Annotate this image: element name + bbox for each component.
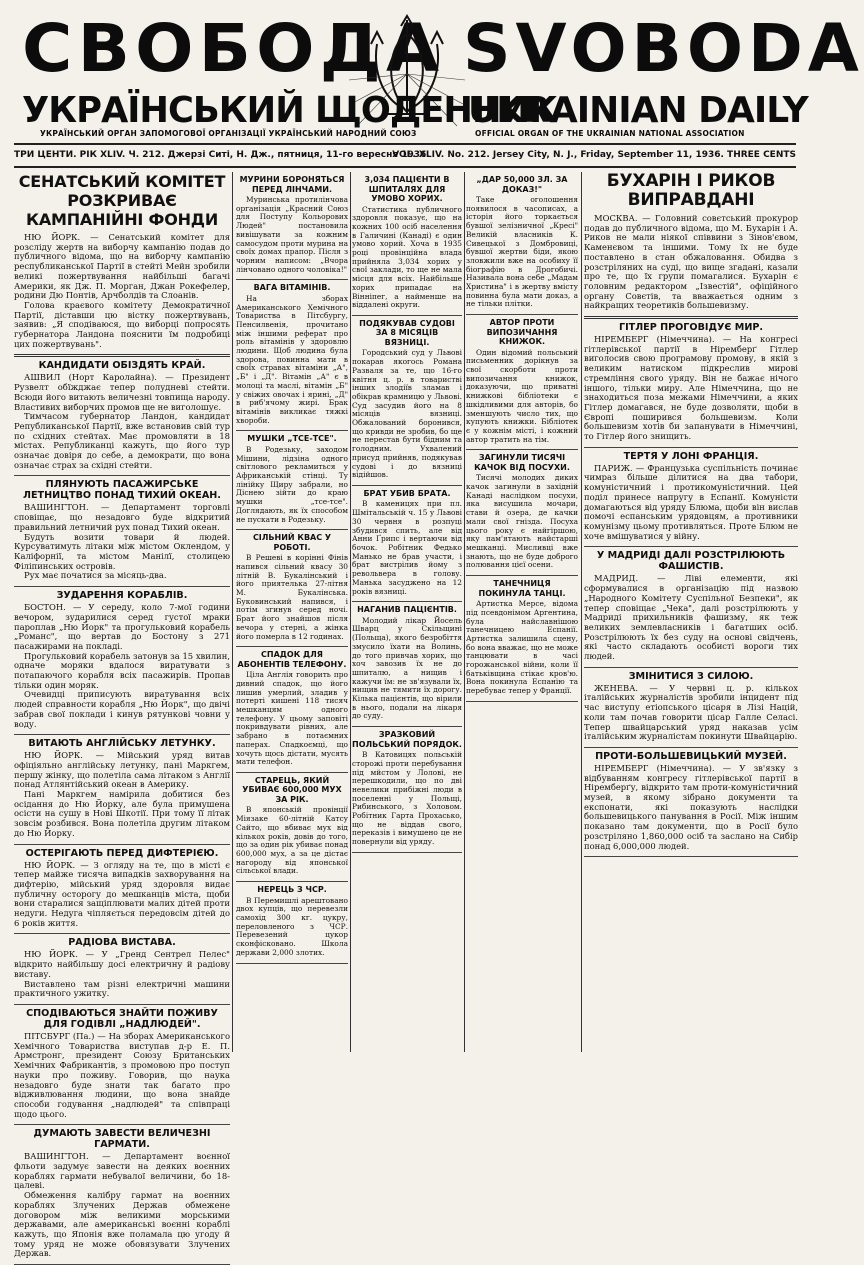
organ-english: OFFICIAL ORGAN OF THE UKRAINIAN NATIONAL ASSOCIATION — [475, 129, 745, 138]
article-rule — [14, 844, 230, 845]
article-headline: ВАГА ВІТАМІНІВ. — [253, 283, 331, 293]
article-paragraph: Тимчасом губернатор Ландон, кандидат Републиканської Партії, вже встановив свій тур по східних стейтах. Має промовляти в 18 містах. Републиканці кажуть, що його тур означає довіря до себе, а демократи, що вона означає страх за східні стейти. — [14, 411, 230, 470]
article-rule — [14, 586, 230, 587]
article-paragraph: Молодий лікар Йосель Шварц у Скільщині (Польща), якого безробіття змусило їхати на Волинь, до того привчав хорих, що хоч завозив їх не до шпиталю, а нищив і кажучи їм: не зв'язували їх, нищив не тямити їх дорогу. Кілька пацієнтів, що вірили в нього, подали на лікаря до суду. — [352, 615, 462, 721]
column-4 — [466, 172, 578, 1052]
column-divider — [232, 172, 233, 1052]
article — [584, 671, 798, 742]
article-paragraph: ВАШИНГТОН. — Департамент торговлі сповіщає, що незадовго буде відкритий правильний летничий рух понад Тихий океан. — [14, 502, 230, 532]
article — [352, 730, 462, 847]
article-paragraph: НЮ ЙОРК. — Мійський уряд витав офіціяльно англійську летунку, пані Маркгем, першу жінку, що полетіла сама літаком з Англії понад Атлянтійський океан в Америку. — [14, 750, 230, 790]
article-headline: ДУМАЮТЬ ЗАВЕСТИ ВЕЛИЧЕЗНІ ГАРМАТИ. — [33, 1128, 211, 1151]
article-headline: ПОДЯКУВАВ СУДОВІ ЗА 8 МІСЯЦІВ ВЯЗНИЦІ. — [359, 318, 455, 347]
subtitle-ukrainian: УКРАЇНСЬКИЙ ЩОДЕННИК — [22, 90, 557, 131]
article-headline: МУШКИ „ТСЕ-ТСЕ". — [247, 434, 337, 444]
article-rule — [14, 354, 230, 357]
article — [236, 533, 348, 641]
article-paragraph: НЮ ЙОРК. — З огляду на те, що в місті є тепер майже тисяча випадків захворування на дифтерію, мійський уряд здоровля видає публичну осторогу до мешканців міста, щоби вони старалися защіплювати малих дітей проти недуги. Недуга чіпляється передовсім дітей до 6 років життя. — [14, 859, 230, 928]
article-rule — [236, 529, 348, 530]
article-rule — [352, 852, 462, 853]
article-paragraph: НЮ ЙОРК. — Сенатський комітет для розсліду жертв на виборчу кампанію подав до публичного відома, що на виборчу кампанію республиканської Партії в стейті Мейн зробили великі пожертвування найбільші багачі Америки, як Дж. П. Морган, Джан Рокефелер, родини Дю Понтів, Арчболдів та Слоанів. — [14, 232, 230, 301]
article-rule — [584, 667, 798, 668]
article-paragraph: Виставлено там різні електричні машини практичного ужитку. — [14, 978, 230, 999]
article — [14, 937, 230, 999]
article-paragraph: НІРЕМБЕРГ (Німеччина). — На конгресі гітлерівської партії в Ніремберґ Гітлер виголосив свою програмову промову, в якій з великим натиском підкреслив мирові стремління свого уряду. Він не бажає нічого іншого, тільки миру. Але Німеччина, що не знаходиться поза межами Німеччини, а яких Гітлер домагався, не буде дозволяти, щоби в Європі поширився большевизм. Коли большевизм хотів би запанувати в Німеччині, то Гітлер його знищить. — [584, 334, 798, 442]
article-headline: ЗАГИНУЛИ ТИСЯЧІ КАЧОК ВІД ПОСУХИ. — [474, 453, 570, 472]
article-paragraph: В Родезьку, заходом Мішини, лідзіна одного світлового рекламиться у Африканській стінці. Ту лінійку Щиру забрали, но Діснею зійти до краю мушки „тсе-тсе". Доглядають, як їх способом не пускати в Родезьку. — [236, 444, 348, 524]
article-paragraph: ПІТСБУРГ (Па.) — На зборах Американського Хемічного Товариства виступав д-р Е. П. Армстронг, президент Союзу Британських Хемічних Фабрикантів, з промовою про поступ науки про поживу. Говорив, що наука незадовго буде знати так багато про відживлювання людини, що вона знайде способи годування „надлюдей" та співпраці щодо цього. — [14, 1031, 230, 1119]
article-headline: ТАНЕЧНИЦЯ ПОКИНУЛА ТАНЦІ. — [478, 579, 566, 598]
article — [14, 360, 230, 470]
article-paragraph: МАДРИД. — Ліві елементи, які сформувалися в організацію під назвою „Народного Комітету Суспільної Безпеки", як тепер сповіщає „Чека", далі розстрілюють у Мадриді прихильників фашизму, як теж великих землевласників і багатших осіб. Розстрілюють їх без суду на основі свідчень, які часто складають особисті вороги тих людей. — [584, 573, 798, 662]
article — [584, 172, 798, 311]
article — [236, 283, 348, 425]
article — [14, 479, 230, 581]
article-rule — [236, 646, 348, 647]
article-paragraph: Муринська протилінчова організація „Красний Союз для Поступу Кольорових Людей" постановила вивішувати за кожним самосудом проти мурина на своїх домах прапор. Після з чорним написом: „Вчора лінчовано одного чоловіка!" — [236, 195, 348, 274]
article-rule — [236, 772, 348, 773]
article — [466, 453, 578, 570]
article — [14, 590, 230, 729]
title-ukrainian: СВОБОДА — [22, 10, 445, 87]
column-1 — [14, 172, 230, 1259]
article — [466, 579, 578, 696]
article-headline: БРАТ УБИВ БРАТА. — [363, 488, 451, 498]
article-headline: ГІТЛЕР ПРОГОВІДУЄ МИР. — [618, 322, 764, 334]
article — [584, 322, 798, 442]
article-paragraph: Обмеження калібру гармат на воєнних кораблях Злучених Держав обмежене договором між великими морськими державами, але американські воєнні кораблі кажуть, що Японія вже поламала цю угоду й тому уряд не може обовязувати Злучених Держав. — [14, 1190, 230, 1259]
article-paragraph: БОСТОН. — У середу, коло 7-мої години вечором, зударилися серед густої мраки пароплав „Ню Йорк" та прогульковий корабель „Романс", що вертав до Бостону з 271 пасажирами на покладі. — [14, 602, 230, 651]
dateline-ukrainian: ТРИ ЦЕНТИ. РІК XLIV. Ч. 212. Джерзі Ситі, Н. Дж., пятниця, 11-го вересня 1936. — [14, 150, 430, 160]
article-headline: „ДАР 50,000 ЗЛ. ЗА ДОКАЗ!" — [476, 175, 568, 194]
article-rule — [14, 1004, 230, 1005]
article-headline: СПОДІВАЮТЬСЯ ЗНАЙТИ ПОЖИВУ ДЛЯ ГОДІВЛІ „НАДЛЮДЕЙ". — [26, 1008, 218, 1030]
article-rule — [584, 856, 798, 857]
article-paragraph: ВАШИНГТОН. — Департамент воєнної фльоти задумує завести на деяких воєнних кораблях гармати небувалої величини, бо 18-цалеві. — [14, 1151, 230, 1191]
article-paragraph: ЖЕНЕВА. — У червні ц. р. кількох італійських журналістів зробили інцидент під час виступу етіопського цісаря в Лізі Націй, коли там почав говорити цісар Галле Селасі. Тепер швайцарський уряд наказав усім італійським журналістам покинути Швайцарію. — [584, 682, 798, 742]
article-paragraph: Прогульковий корабель затонув за 15 хвилин, одначе моряки вдалося виратувати з потапаючого корабля всіх пасажирів. Пропав тільки один моряк. — [14, 650, 230, 690]
article — [236, 434, 348, 524]
article-paragraph: НЮ ЙОРК. — У „Гренд Сентрел Пелес" відкрито найбільшу досі електричну й радіову виставу. — [14, 949, 230, 979]
article-headline: НАГАНИВ ПАЦІЄНТІВ. — [357, 605, 457, 615]
article-headline: ЗРАЗКОВИЙ ПОЛЬСЬКИЙ ПОРЯДОК. — [352, 730, 462, 749]
article-paragraph: МОСКВА. — Головний совєтський прокурор подав до публичного відома, що М. Бухарін і А. Риков не мали ніякої співвини з Зінов'євом, Каменєвом та іншими. Тому їх не буде поставлено в стан обжаловання. Обидва з розстріляних на суді, що вище згадані, казали про те, що їх групи помагалися. Бухарін є головним редактором „Ізвестій", офіційного органу Совєтів, та вважається одним з найкращих теоретиків большевизму. — [584, 213, 798, 311]
article-paragraph: Будуть возити товари й людей. Курсуватимуть літаки між містом Оклендом, у Каліфорнії, та містом Манілї, столицею Філіпинських островів. — [14, 531, 230, 571]
article-rule — [466, 701, 578, 702]
article-headline: ЗМІНИТИСЯ З СИЛОЮ. — [628, 670, 754, 682]
article-rule — [584, 316, 798, 319]
article — [236, 776, 348, 876]
article — [14, 1128, 230, 1259]
article-rule — [14, 734, 230, 735]
article-headline: ПЛЯНУЮТЬ ПАСАЖИРСЬКЕ ЛЕТНИЦТВО ПОНАД ТИХИЙ ОКЕАН. — [23, 479, 221, 502]
column-divider — [350, 172, 351, 1052]
article-rule — [352, 485, 462, 486]
article-paragraph: На зборах Американського Хемічного Товариства в Пітсбургу, Пенсилвенія, прочитано між іншими реферат про роль вітамінів у здоровлю людини. Щоб людина була здорова, повинна мати в своїх стравах вітаміни „А", „Б" і „Д". Вітамін „А" є в молоці та маслі, вітамін „Б" у свіжих овочах і ярині, „Д" в риб'ячому жирі. Брак вітамінів викликає тяжкі хвороби. — [236, 293, 348, 425]
masthead — [0, 0, 864, 155]
article-rule — [584, 447, 798, 448]
article — [352, 175, 462, 310]
article-headline: 3,034 ПАЦІЄНТИ В ШПИТАЛЯХ ДЛЯ УМОВО ХОРИХ. — [364, 175, 450, 203]
article-paragraph: В японській провінції Міязаке 60-літній Катсу Сайто, що вбиває мух від кількох років, довів до того, що за один рік убиває понад 600,000 мух, а за це дістає нагороду від японської сільської влади. — [236, 805, 348, 876]
article-paragraph: Таке оголошення появилося в часописах, а історія його торкається бувшої зелізничної „Кресі" Великій власників К. Сивецької з Домбровиці, бувшої жертви біди, якою зловжили вже на особиху її біографію в Дрогобичі. Називала вона себе „Мадам Христина" і в жертву вмісту повинна була мати доказ, а не тільки плітки. — [466, 195, 578, 309]
article-paragraph: В Решеві в корінні Фінів напився сільний квасу 30 літній В. Букалінський і його приятелька 27-літня М. Букалінська. Буковинський напився, і потім згинув серед ночі. Брат його знайшов після вечора у стерні, а жінка його померла в 12 годинах. — [236, 553, 348, 641]
article — [584, 751, 798, 851]
article-headline: КАНДИДАТИ ОБІЗДЯТЬ КРАЙ. — [38, 360, 206, 372]
article-rule — [14, 475, 230, 476]
masthead-rule — [14, 143, 796, 145]
article-rule — [236, 881, 348, 882]
article-paragraph: Артистка Мерсе, відома під псевдонімом Аргентина, була найславнішою танечницею Еспанії. Артистка залишила сцену, бо вона вважає, що не може танцювати в часі горожанської війни, коли її батьківщина стікає кров'ю. Вона покинула Еспанію та перебуває тепер у Франції. — [466, 599, 578, 696]
article-paragraph: В Перемишлі арештовано двох купців, що перевезли самохід 300 кг. цукру, переловленого з ЧСР. Перевезений цукор сконфісковано. Школа держави 2,000 злотих. — [236, 895, 348, 957]
article-headline: АВТОР ПРОТИ ВИПОЗИЧАННЯ КНИЖОК. — [486, 318, 558, 347]
article — [352, 319, 462, 480]
column-2 — [236, 172, 348, 1052]
article-rule — [466, 575, 578, 576]
article-headline: ОСТЕРІГАЮТЬ ПЕРЕД ДИФТЕРІЄЮ. — [25, 847, 219, 859]
article-rule — [236, 430, 348, 431]
lead-headline: БУХАРІН І РИКОВ ВИПРАВДАНІ — [606, 171, 776, 210]
article-paragraph: Городський суд у Львові покарав якогось Романа Разваля за те, що 16-го квітня ц. р. в товаристві інших злодіїв зламав і обікрав крамницю у Львові. Суд засудив його на 8 місяців вязниці. Обжалований боронився, що кривди не зробив, бо ще не перестав бути бідним та голодним. Ухвалений присуд прийняв, подякував судові і до вязниці відійшов. — [352, 348, 462, 480]
article-rule — [236, 279, 348, 280]
article-headline: У МАДРИДІ ДАЛІ РОЗСТРІЛЮЮТЬ ФАШИСТІВ. — [596, 550, 786, 573]
article-paragraph: Ціла Англія говорить про дивний спадок, що його лишив умерлий, зладив у потерті кишені 118 тисяч мешканцям одного телефону. У цьому заповіті покривдувати рівних, але забрано в потаємних паперах. Спадкоємці, що хочуть щось дістати, мусять мати телефон. — [236, 670, 348, 767]
article — [14, 848, 230, 929]
article — [466, 175, 578, 309]
organ-ukrainian: УКРАЇНСЬКИЙ ОРГАН ЗАПОМОГОВОЇ ОРГАНІЗАЦІЇ УКРАЇНСЬКИЙ НАРОДНИЙ СОЮЗ — [40, 129, 417, 138]
article-rule — [352, 726, 462, 727]
article-paragraph: В каменицях при пл. Шмітальській ч. 15 у Львові 30 червня в розпуці збудився спить, але від Анни Ґрипс і вертаючи від бочок. Робітник Федько Манько не брав участи, і брат вистрілив йому з револьвера в голову. Манька засуджено на 12 років вязниці. — [352, 499, 462, 596]
article-paragraph: Тисячі молодих диких качок загинули в західній Канаді наслідком посухи, яка висушила мочари, стави й озера, де качки мали свої гнізда. Посуха цього року є найгіршою, яку пам'ятають найстарші мешканці. Мисливці вже знають, що не буде доброго полювання цієї осени. — [466, 473, 578, 570]
article-rule — [352, 601, 462, 602]
article — [352, 489, 462, 596]
article-paragraph: Голова краєвого комітету Демократичної Партії, діставши цю вістку пожертвувань, заявив: „Я сподіваюся, що виборці попросять губернатора Ландона пояснити їм подробиці цих пожертвувань". — [14, 299, 230, 349]
article-paragraph: Один відомий польський письменник дорікнув за свої скорботи проти випозичання книжок, доказуючи, що приватні книжкові бібліотеки є шкідливими для авторів, бо зменшують число тих, що купують книжки. Бібліотек є у кожнім місті, і кожний автор тратить на тім. — [466, 347, 578, 444]
article-rule — [236, 963, 348, 964]
article — [352, 605, 462, 721]
article — [466, 318, 578, 444]
article-paragraph: Рух має початися за місяць-два. — [24, 570, 167, 581]
lead-headline: СЕНАТСЬКИЙ КОМІТЕТ РОЗКРИВАЄ КАМПАНІЙНІ ФОНДИ — [18, 172, 226, 229]
article-paragraph: АШВИЛ (Норт Каролайна). — Президент Рузвелт обїжджає тепер полудневі стейти. Всюди його витають величезні товпища народу. Властивих виборчих промов ще не виголошує. — [14, 372, 230, 412]
article-headline: РАДІОВА ВИСТАВА. — [68, 937, 176, 949]
dateline — [14, 150, 796, 164]
article — [14, 172, 230, 349]
article-headline: ВИТАЮТЬ АНГЛІЙСЬКУ ЛЕТУНКУ. — [28, 738, 216, 750]
article-paragraph: Пані Маркгем намірила добитися без осідання до Ню Йорку, але була примушена осісти на сушу в Нові Шкотії. При тому її літак зовсім розбився. Вона полетіла другим літаком до Ню Йорку. — [14, 789, 230, 838]
article-rule — [584, 546, 798, 547]
article — [236, 650, 348, 767]
article-rule — [352, 315, 462, 316]
article-rule — [584, 747, 798, 748]
article — [236, 885, 348, 957]
article-headline: НЕРЕЦЬ З ЧСР. — [257, 885, 327, 895]
subtitle-english: UKRAINIAN DAILY — [468, 90, 808, 131]
article-headline: СІЛЬНИЙ КВАС У РОБОТІ. — [252, 533, 332, 552]
column-3 — [352, 172, 462, 1052]
article-paragraph: НІРЕМБЕРГ (Німеччина). — У зв'язку з відбуванням конгресу гітлерівської партії в Ніремберґу, відкрито там проти-комуністичний музей, в якому зібрано документи та експонати, які показують наслідки большевицького панування в Росії. Між іншим показано там документи, що в Росії було розстріляно 1,860,000 осіб та заслано на Сибір понад 6,000,000 людей. — [584, 762, 798, 851]
article-headline: МУРИНИ БОРОНЯТЬСЯ ПЕРЕД ЛІНЧАМИ. — [239, 175, 345, 194]
article-headline: СПАДОК ДЛЯ АБОНЕНТІВ ТЕЛЕФОНУ. — [237, 650, 347, 669]
article-paragraph: В Катовицях польській сторожі проти перебування під мйстом у Лолові, не перешкодили, що по дві невелики прибіжні люди в поселенні у Польщі, Рибинського, з Холовом. Робітник Гарта Прохасько, що не віддав свого, переказів і вимушено це не повернули від уряду. — [352, 750, 462, 847]
article-headline: ЗУДАРЕННЯ КОРАБЛІВ. — [56, 590, 188, 602]
article-rule — [466, 314, 578, 315]
article-paragraph: Очевидці приписують виратування всіх людей справности корабля „Ню Йорк", що двічі забрав свої поклади і кинув рятункові човни у воду. — [14, 689, 230, 729]
article-headline: СТАРЕЦЬ, ЯКИЙ УБИВАЄ 600,000 МУХ ЗА РІК. — [242, 775, 342, 804]
article — [584, 451, 798, 542]
column-divider — [464, 172, 465, 1052]
article-headline: ТЕРТЯ У ЛОНІ ФРАНЦІЯ. — [623, 450, 759, 462]
dateline-english: VOL. XLIV. No. 212. Jersey City, N. J., Friday, September 11, 1936. THREE CENTS — [392, 150, 796, 160]
article — [14, 738, 230, 838]
article-paragraph: Статистика публичного здоровля показує, що на кожних 100 осіб населення в Галичині (Канаді) є один умово хорий. Хоча в 1935 році провінційна влада прийняла 3,034 хорих у свої заклади, то ще не мала місця для всіх. Найбільше хорих припадає на Вінніпег, а найменше на віддалені округи. — [352, 204, 462, 310]
article — [14, 1008, 230, 1119]
dateline-rule — [14, 166, 796, 168]
article — [584, 550, 798, 661]
article-rule — [14, 933, 230, 934]
article-paragraph: ПАРИЖ. — Французька суспільність починає чимраз більше ділитися на два табори, комуністичний і протикомуністичний. Цей поділ принесе напругу в Еспанії. Комуністи домагаються від уряду Блюма, щоби він вислав помочі еспанським урядовцям, а противники комунізму цьому противляться. Проте Блюм не хоче вмішуватися у війну. — [584, 462, 798, 541]
article-headline: ПРОТИ-БОЛЬШЕВИЦЬКИЙ МУЗЕЙ. — [595, 750, 787, 762]
article-rule — [466, 449, 578, 450]
title-english: SVOBODA — [463, 10, 864, 87]
column-5 — [584, 172, 798, 1052]
column-divider — [581, 172, 582, 1052]
article — [236, 175, 348, 274]
article-rule — [14, 1124, 230, 1125]
